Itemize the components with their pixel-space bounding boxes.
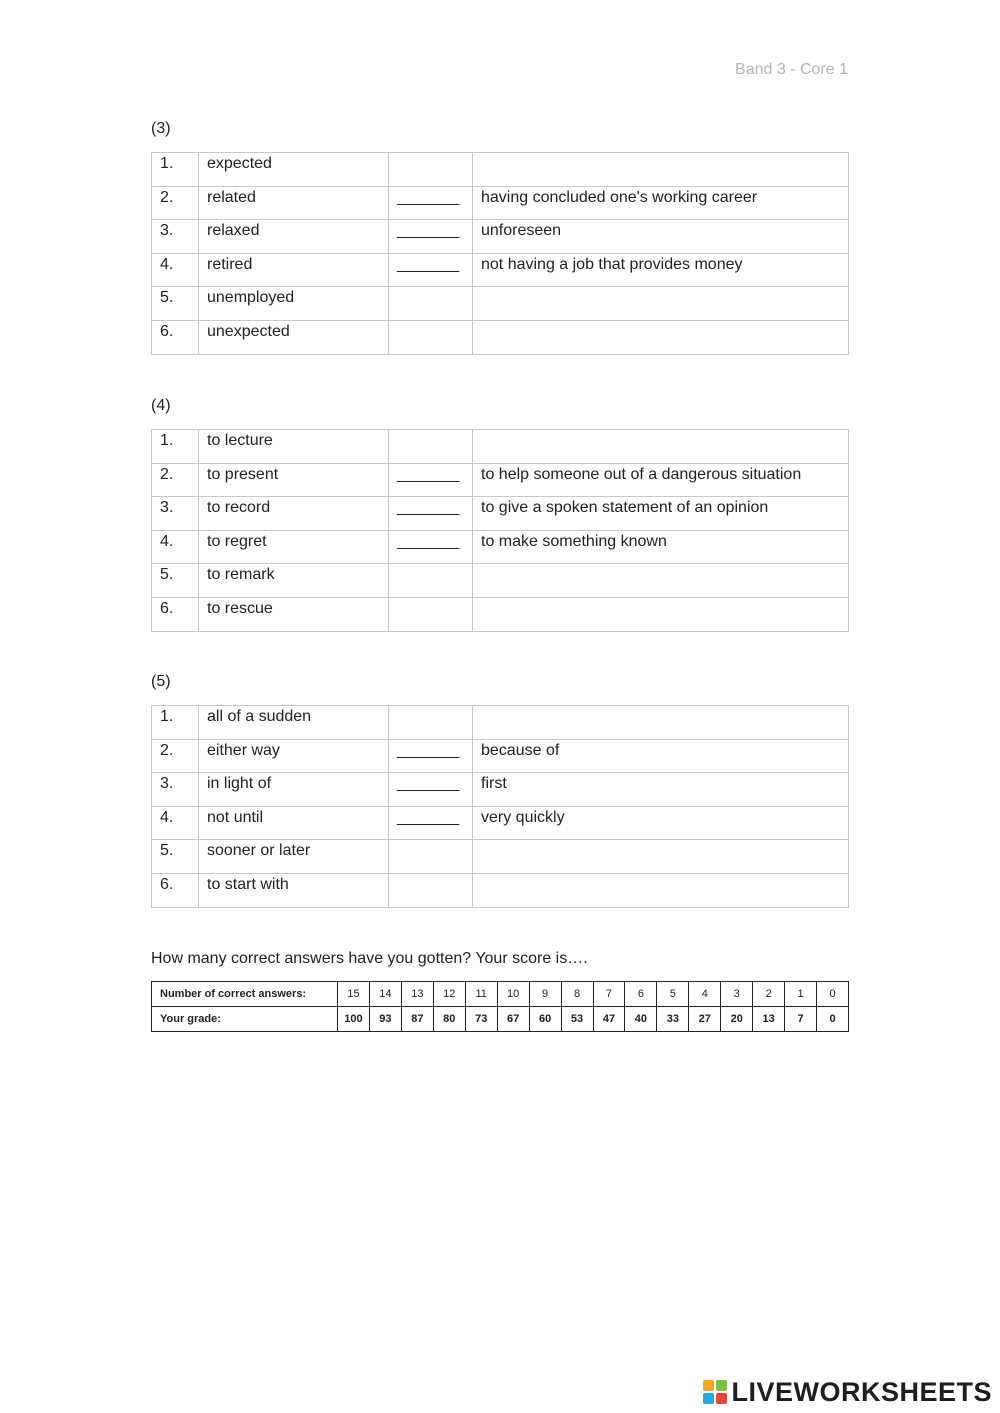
item-term: to present bbox=[199, 463, 389, 497]
item-definition: first bbox=[473, 773, 849, 807]
correct-count-cell: 0 bbox=[817, 982, 849, 1007]
correct-count-cell: 13 bbox=[401, 982, 433, 1007]
score-row-correct bbox=[152, 982, 849, 1007]
correct-count-cell: 12 bbox=[433, 982, 465, 1007]
answer-blank[interactable]: _______ bbox=[389, 253, 473, 287]
item-number: 5. bbox=[152, 287, 199, 321]
answer-blank bbox=[389, 564, 473, 598]
grade-cell: 7 bbox=[785, 1007, 817, 1032]
score-row-grade bbox=[152, 1007, 849, 1032]
item-term: related bbox=[199, 186, 389, 220]
table-row bbox=[152, 773, 849, 807]
item-definition bbox=[473, 564, 849, 598]
grade-label: Your grade: bbox=[152, 1007, 338, 1032]
score-question: How many correct answers have you gotten? Your score is…. bbox=[151, 950, 588, 967]
logo-tile bbox=[716, 1380, 727, 1391]
item-definition: because of bbox=[473, 739, 849, 773]
grade-cell: 0 bbox=[817, 1007, 849, 1032]
answer-blank[interactable]: _______ bbox=[389, 497, 473, 531]
answer-blank bbox=[389, 287, 473, 321]
table-row bbox=[152, 430, 849, 464]
grade-cell: 33 bbox=[657, 1007, 689, 1032]
grade-cell: 67 bbox=[497, 1007, 529, 1032]
item-number: 6. bbox=[152, 873, 199, 907]
correct-answers-label: Number of correct answers: bbox=[152, 982, 338, 1007]
logo-tile bbox=[716, 1393, 727, 1404]
item-term: to lecture bbox=[199, 430, 389, 464]
item-term: expected bbox=[199, 153, 389, 187]
item-number: 1. bbox=[152, 706, 199, 740]
grade-cell: 53 bbox=[561, 1007, 593, 1032]
table-row bbox=[152, 706, 849, 740]
table-row bbox=[152, 840, 849, 874]
item-term: to rescue bbox=[199, 597, 389, 631]
answer-blank bbox=[389, 597, 473, 631]
correct-count-cell: 1 bbox=[785, 982, 817, 1007]
grade-cell: 27 bbox=[689, 1007, 721, 1032]
item-number: 1. bbox=[152, 153, 199, 187]
table-row bbox=[152, 220, 849, 254]
item-definition: to make something known bbox=[473, 530, 849, 564]
answer-blank[interactable]: _______ bbox=[389, 463, 473, 497]
table-row bbox=[152, 739, 849, 773]
item-term: either way bbox=[199, 739, 389, 773]
correct-count-cell: 11 bbox=[465, 982, 497, 1007]
item-number: 6. bbox=[152, 320, 199, 354]
item-term: to remark bbox=[199, 564, 389, 598]
correct-count-cell: 5 bbox=[657, 982, 689, 1007]
correct-count-cell: 2 bbox=[753, 982, 785, 1007]
score-table bbox=[151, 981, 849, 1032]
table-row bbox=[152, 287, 849, 321]
item-definition bbox=[473, 873, 849, 907]
correct-count-cell: 7 bbox=[593, 982, 625, 1007]
answer-blank bbox=[389, 430, 473, 464]
answer-blank[interactable]: _______ bbox=[389, 220, 473, 254]
answer-blank bbox=[389, 706, 473, 740]
correct-count-cell: 10 bbox=[497, 982, 529, 1007]
table-row bbox=[152, 153, 849, 187]
item-definition: very quickly bbox=[473, 806, 849, 840]
grade-cell: 40 bbox=[625, 1007, 657, 1032]
correct-count-cell: 4 bbox=[689, 982, 721, 1007]
grade-cell: 87 bbox=[401, 1007, 433, 1032]
matching-table-4 bbox=[151, 429, 849, 632]
item-definition bbox=[473, 287, 849, 321]
logo-wordmark: LIVEWORKSHEETS bbox=[731, 1376, 992, 1407]
grade-cell: 73 bbox=[465, 1007, 497, 1032]
grade-cell: 13 bbox=[753, 1007, 785, 1032]
correct-count-cell: 8 bbox=[561, 982, 593, 1007]
item-definition: not having a job that provides money bbox=[473, 253, 849, 287]
item-term: to start with bbox=[199, 873, 389, 907]
grade-cell: 93 bbox=[369, 1007, 401, 1032]
item-term: all of a sudden bbox=[199, 706, 389, 740]
item-number: 5. bbox=[152, 840, 199, 874]
item-term: unexpected bbox=[199, 320, 389, 354]
answer-blank[interactable]: _______ bbox=[389, 739, 473, 773]
logo-tiles-icon bbox=[703, 1380, 727, 1404]
section-label-3: (3) bbox=[151, 120, 171, 137]
item-definition: having concluded one's working career bbox=[473, 186, 849, 220]
item-term: unemployed bbox=[199, 287, 389, 321]
item-definition bbox=[473, 597, 849, 631]
table-row bbox=[152, 873, 849, 907]
logo-tile bbox=[703, 1380, 714, 1391]
item-number: 2. bbox=[152, 739, 199, 773]
grade-cell: 47 bbox=[593, 1007, 625, 1032]
table-row bbox=[152, 530, 849, 564]
item-definition: to help someone out of a dangerous situation bbox=[473, 463, 849, 497]
grade-cell: 80 bbox=[433, 1007, 465, 1032]
item-definition bbox=[473, 153, 849, 187]
liveworksheets-logo bbox=[703, 1377, 992, 1407]
correct-count-cell: 15 bbox=[338, 982, 370, 1007]
item-number: 6. bbox=[152, 597, 199, 631]
page-header: Band 3 - Core 1 bbox=[735, 61, 848, 78]
item-definition: to give a spoken statement of an opinion bbox=[473, 497, 849, 531]
correct-count-cell: 3 bbox=[721, 982, 753, 1007]
answer-blank bbox=[389, 153, 473, 187]
item-number: 1. bbox=[152, 430, 199, 464]
item-definition: unforeseen bbox=[473, 220, 849, 254]
item-number: 5. bbox=[152, 564, 199, 598]
grade-cell: 60 bbox=[529, 1007, 561, 1032]
item-definition bbox=[473, 706, 849, 740]
section-label-4: (4) bbox=[151, 397, 171, 414]
item-definition bbox=[473, 320, 849, 354]
correct-count-cell: 6 bbox=[625, 982, 657, 1007]
item-number: 2. bbox=[152, 463, 199, 497]
answer-blank[interactable]: _______ bbox=[389, 186, 473, 220]
table-row bbox=[152, 253, 849, 287]
item-term: in light of bbox=[199, 773, 389, 807]
item-number: 4. bbox=[152, 253, 199, 287]
item-term: retired bbox=[199, 253, 389, 287]
item-number: 3. bbox=[152, 773, 199, 807]
item-term: to regret bbox=[199, 530, 389, 564]
correct-count-cell: 9 bbox=[529, 982, 561, 1007]
item-term: not until bbox=[199, 806, 389, 840]
item-term: sooner or later bbox=[199, 840, 389, 874]
item-definition bbox=[473, 840, 849, 874]
matching-table-5 bbox=[151, 705, 849, 908]
answer-blank[interactable]: _______ bbox=[389, 530, 473, 564]
table-row bbox=[152, 806, 849, 840]
item-definition bbox=[473, 430, 849, 464]
matching-table-3 bbox=[151, 152, 849, 355]
item-term: to record bbox=[199, 497, 389, 531]
correct-count-cell: 14 bbox=[369, 982, 401, 1007]
table-row bbox=[152, 597, 849, 631]
table-row bbox=[152, 497, 849, 531]
table-row bbox=[152, 564, 849, 598]
table-row bbox=[152, 320, 849, 354]
item-number: 3. bbox=[152, 220, 199, 254]
table-row bbox=[152, 463, 849, 497]
grade-cell: 100 bbox=[338, 1007, 370, 1032]
logo-tile bbox=[703, 1393, 714, 1404]
item-number: 4. bbox=[152, 806, 199, 840]
item-term: relaxed bbox=[199, 220, 389, 254]
answer-blank[interactable]: _______ bbox=[389, 773, 473, 807]
answer-blank[interactable]: _______ bbox=[389, 806, 473, 840]
item-number: 2. bbox=[152, 186, 199, 220]
answer-blank bbox=[389, 840, 473, 874]
section-label-5: (5) bbox=[151, 673, 171, 690]
item-number: 3. bbox=[152, 497, 199, 531]
grade-cell: 20 bbox=[721, 1007, 753, 1032]
answer-blank bbox=[389, 320, 473, 354]
item-number: 4. bbox=[152, 530, 199, 564]
table-row bbox=[152, 186, 849, 220]
answer-blank bbox=[389, 873, 473, 907]
